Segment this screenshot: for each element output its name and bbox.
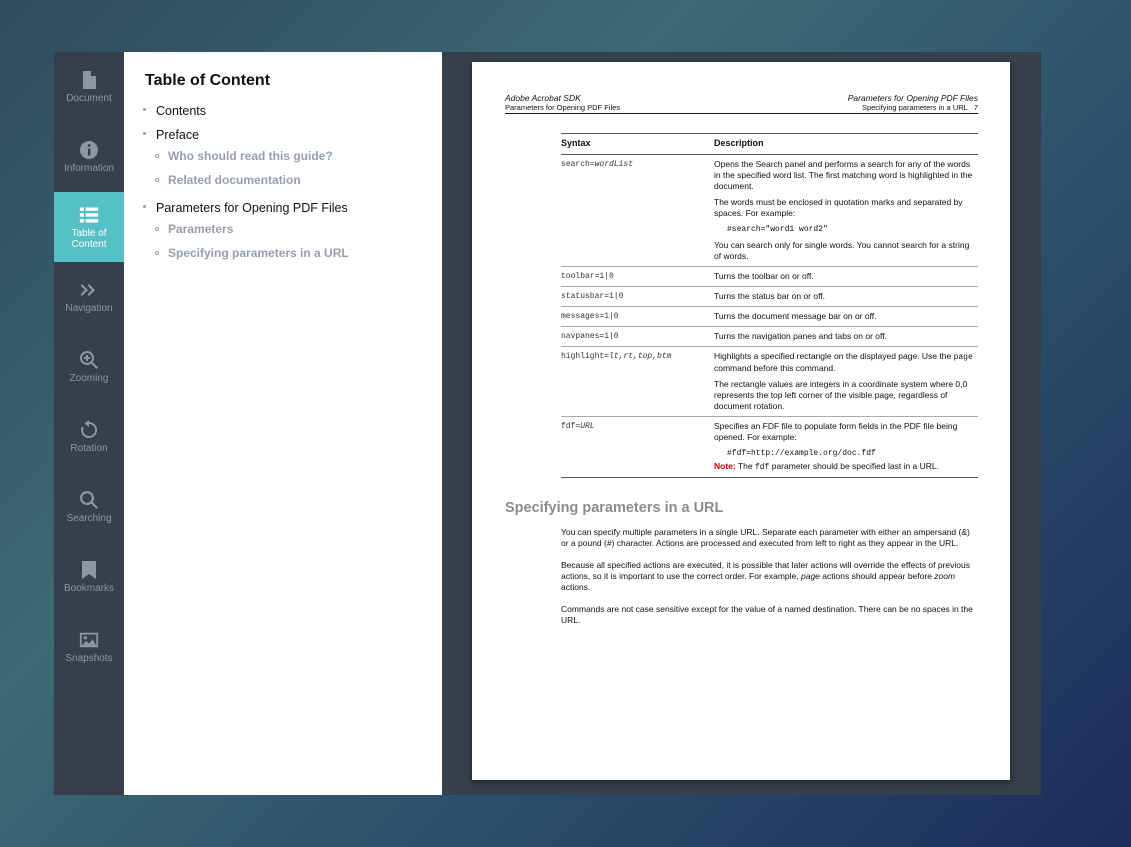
sidebar-item-zooming[interactable] <box>54 332 124 402</box>
description-cell: Turns the toolbar on or off. <box>714 267 978 287</box>
bullet-icon <box>155 227 159 231</box>
toc-subitem-label: Specifying parameters in a URL <box>168 246 349 260</box>
table-row <box>561 287 978 307</box>
document-icon <box>79 70 99 90</box>
syntax-cell: navpanes=1|0 <box>561 327 714 347</box>
sidebar-item-label: Navigation <box>65 303 113 314</box>
sidebar <box>54 52 124 795</box>
syntax-cell: fdf=URL <box>561 417 714 478</box>
bullet-icon <box>143 108 146 111</box>
pdf-viewer-app <box>54 52 1041 795</box>
toc-sublist <box>146 222 420 260</box>
toc-subitem-label: Who should read this guide? <box>168 149 333 163</box>
navigation-icon <box>79 280 99 300</box>
bullet-icon <box>143 132 146 135</box>
bookmark-icon <box>79 560 99 580</box>
table-row <box>561 307 978 327</box>
toc-subitem-related-documentation[interactable] <box>146 173 420 187</box>
description-cell: Opens the Search panel and performs a search for any of the words in the specified word list. The first matching word is highlighted in the document. The words must be enclosed in quotation marks and separated by spaces. For example: #search="word1 word2" You can search only for single words. You cannot search for a string of words. <box>714 155 978 267</box>
sidebar-item-label: Rotation <box>70 443 108 454</box>
bullet-icon <box>155 178 159 182</box>
page-header <box>505 93 978 114</box>
sidebar-item-label: Document <box>66 93 112 104</box>
sidebar-item-information[interactable] <box>54 122 124 192</box>
toc-item-label: Preface <box>156 128 200 142</box>
toc-subitem-label: Parameters <box>168 222 234 236</box>
toc-item-contents[interactable] <box>146 104 420 118</box>
bullet-icon <box>143 205 146 208</box>
table-row <box>561 417 978 478</box>
pdf-page <box>472 62 1010 780</box>
parameters-table <box>561 133 978 478</box>
section-heading: Specifying parameters in a URL <box>505 500 724 516</box>
table-row <box>561 347 978 417</box>
toc-item-label: Parameters for Opening PDF Files <box>156 201 348 215</box>
syntax-cell: toolbar=1|0 <box>561 267 714 287</box>
zoom-icon <box>79 350 99 370</box>
description-cell: Specifies an FDF file to populate form fields in the PDF file being opened. For example: #fdf=http://example.org/doc.fdf Note: The fdf parameter should be specified last in a URL. <box>714 417 978 478</box>
header-section-title: Specifying parameters in a URL <box>861 103 968 112</box>
table-row <box>561 327 978 347</box>
toc-subitem-specifying-parameters[interactable] <box>146 246 420 260</box>
rotation-icon <box>79 420 99 440</box>
toc-subitem-who-should-read[interactable] <box>146 149 420 163</box>
search-icon <box>79 490 99 510</box>
sidebar-item-rotation[interactable] <box>54 402 124 472</box>
sidebar-item-document[interactable] <box>54 52 124 122</box>
description-cell: Turns the navigation panes and tabs on or off. <box>714 327 978 347</box>
column-header-description: Description <box>714 134 978 155</box>
sidebar-item-label: Information <box>63 163 115 174</box>
description-cell: Turns the document message bar on or off. <box>714 307 978 327</box>
toc-panel <box>124 52 442 795</box>
sidebar-item-snapshots[interactable] <box>54 612 124 682</box>
toc-sublist <box>146 149 420 187</box>
note-label: Note: <box>714 461 736 471</box>
toc-title: Table of Content <box>145 72 271 89</box>
toc-item-preface[interactable] <box>146 128 420 187</box>
toc-subitem-label: Related documentation <box>168 173 301 187</box>
table-header-row <box>561 134 978 155</box>
code-example: #search="word1 word2" <box>727 225 828 234</box>
sidebar-item-table-of-content[interactable] <box>54 192 124 262</box>
paragraph: You can specify multiple parameters in a single URL. Separate each parameter with either an ampersand (&) or a pound (#) character. Actions are processed and executed from left to right as they appear in the URL. <box>561 527 970 548</box>
snapshot-icon <box>79 630 99 650</box>
syntax-cell: statusbar=1|0 <box>561 287 714 307</box>
toc-item-label: Contents <box>156 104 207 118</box>
header-book-title: Adobe Acrobat SDK <box>505 93 581 103</box>
sidebar-item-bookmarks[interactable] <box>54 542 124 612</box>
header-chapter-subtitle: Parameters for Opening PDF Files <box>505 103 621 112</box>
paragraph: Because all specified actions are executed, it is possible that later actions will override the effects of previous actions, so it is important to use the correct order. For example, page actions should appear before zoom actions. <box>561 560 971 592</box>
code-example: #fdf=http://example.org/doc.fdf <box>727 449 876 458</box>
sidebar-item-label: Bookmarks <box>63 583 114 594</box>
section-body <box>561 527 978 626</box>
description-cell: Highlights a specified rectangle on the displayed page. Use the page command before this command. The rectangle values are integers in a coordinate system where 0,0 represents the top left corner of the visible page, regardless of document rotation. <box>714 347 978 417</box>
sidebar-item-label: Zooming <box>69 373 109 384</box>
toc-item-parameters-for-opening[interactable] <box>146 201 420 260</box>
paragraph: Commands are not case sensitive except for the value of a named destination. There can be no spaces in the URL. <box>561 604 973 625</box>
page-number: 7 <box>973 103 978 112</box>
sidebar-item-navigation[interactable] <box>54 262 124 332</box>
table-row <box>561 155 978 267</box>
toc-subitem-parameters[interactable] <box>146 222 420 236</box>
toc-list <box>146 104 420 260</box>
syntax-cell: messages=1|0 <box>561 307 714 327</box>
sidebar-item-label: Table of Content <box>71 227 107 250</box>
table-row <box>561 267 978 287</box>
bullet-icon <box>155 154 159 158</box>
sidebar-item-label: Searching <box>66 513 112 524</box>
column-header-syntax: Syntax <box>561 134 714 155</box>
toc-icon <box>79 205 99 225</box>
sidebar-item-label: Snapshots <box>65 653 113 664</box>
info-icon <box>79 140 99 160</box>
sidebar-item-searching[interactable] <box>54 472 124 542</box>
document-viewer[interactable] <box>442 52 1041 795</box>
syntax-cell: search=wordList <box>561 155 714 267</box>
syntax-cell: highlight=lt,rt,top,btm <box>561 347 714 417</box>
header-chapter-title: Parameters for Opening PDF Files <box>847 93 978 103</box>
bullet-icon <box>155 251 159 255</box>
description-cell: Turns the status bar on or off. <box>714 287 978 307</box>
